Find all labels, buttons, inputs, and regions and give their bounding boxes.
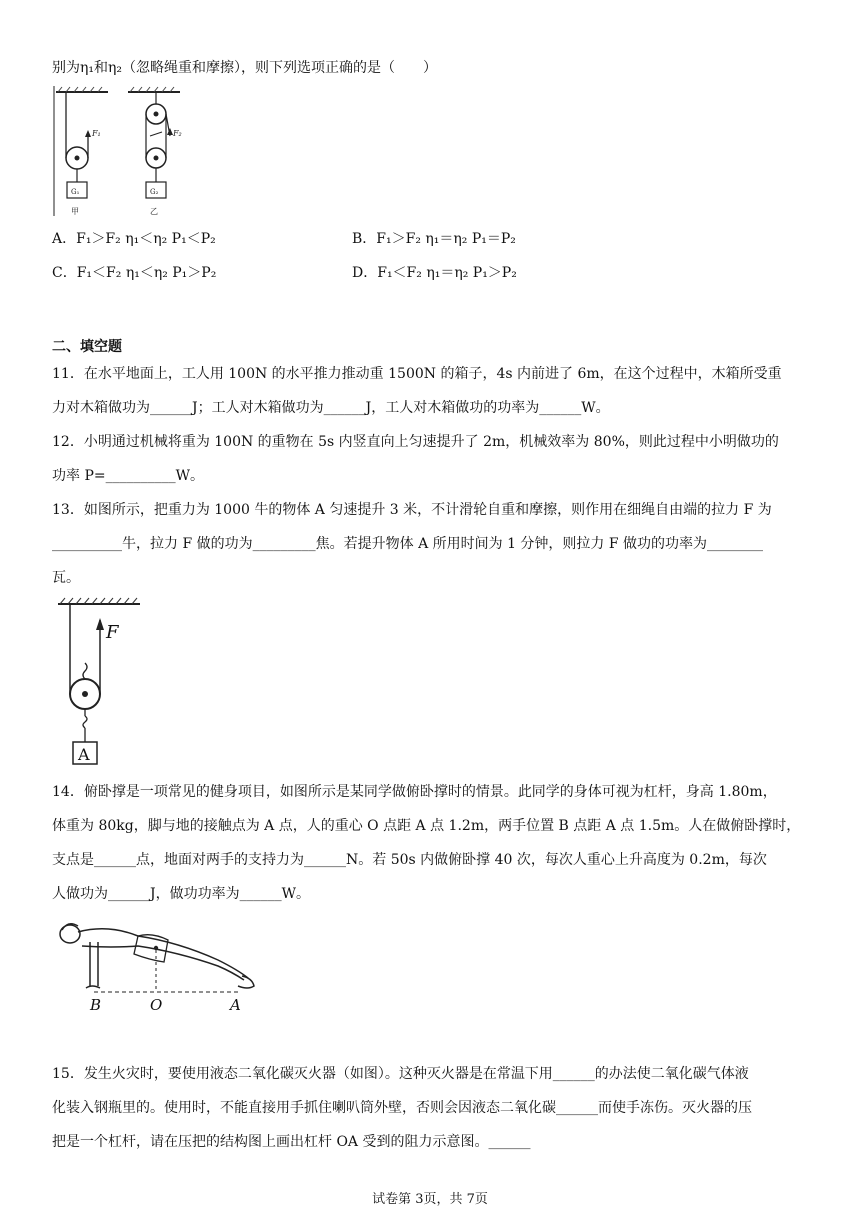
label-f2: F₂ [173,129,182,138]
label-yi: 乙 [150,207,158,216]
option-d[interactable]: D．F₁＜F₂ η₁＝η₂ P₁＞P₂ [352,265,517,281]
label-a: A [230,996,241,1014]
label-jia: 甲 [71,207,79,216]
label-b: B [90,996,102,1014]
q11-line1: 11．在水平地面上，工人用 100N 的水平推力推动重 1500N 的箱子，4s 内前进了 6m，在这个过程中，木箱所受重 [52,366,782,382]
page-footer: 试卷第 3页，共 7页 [372,1192,488,1207]
q13-line2: __________牛，拉力 F 做的功为_________焦。若提升物体 A 所用时间为 1 分钟，则拉力 F 做功的功率为________ [52,536,764,552]
label-g2: G₂ [150,188,159,196]
q15-line3: 把是一个杠杆，请在压把的结构图上画出杠杆 OA 受到的阻力示意图。______ [52,1134,531,1150]
q12-line1: 12．小明通过机械将重为 100N 的重物在 5s 内竖直向上匀速提升了 2m，机械效率为 80%，则此过程中小明做功的 [52,434,779,450]
pushup-figure [52,914,262,1014]
q15-line1: 15．发生火灾时，要使用液态二氧化碳灭火器（如图）。这种灭火器是在常温下用______的办法使二氧化碳气体液 [52,1066,749,1082]
q15-line2: 化装入钢瓶里的。使用时，不能直接用手抓住喇叭筒外壁，否则会因液态二氧化碳______而使手冻伤。灭火器的压 [52,1100,752,1116]
option-c[interactable]: C．F₁＜F₂ η₁＜η₂ P₁＞P₂ [52,265,217,281]
q11-line2: 力对木箱做功为______J；工人对木箱做功为______J，工人对木箱做功的功率为______W。 [52,400,610,416]
block-label-a: A [78,745,90,764]
force-label-f: F [106,622,119,643]
q14-line3: 支点是______点，地面对两手的支持力为______N。若 50s 内做俯卧撑 40 次，每次人重心上升高度为 0.2m，每次 [52,852,767,868]
option-b[interactable]: B．F₁＞F₂ η₁＝η₂ P₁＝P₂ [352,231,516,247]
label-f1: F₁ [92,129,101,138]
q13-line3: 瓦。 [52,570,80,586]
q12-line2: 功率 P=__________W。 [52,468,204,484]
q14-line4: 人做功为______J，做功功率为______W。 [52,886,311,902]
pulley-diagram-jia-yi [52,86,202,220]
option-a[interactable]: A．F₁＞F₂ η₁＜η₂ P₁＜P₂ [52,231,216,247]
question-intro-line: 别为η₁和η₂（忽略绳重和摩擦），则下列选项正确的是（ ） [52,60,437,76]
q14-line1: 14．俯卧撑是一项常见的健身项目，如图所示是某同学做俯卧撑时的情景。此同学的身体可视为杠杆，身高 1.80m， [52,784,777,800]
section-title: 二、填空题 [52,339,122,355]
label-g1: G₁ [71,188,80,196]
label-o: O [150,996,163,1014]
movable-pulley-figure [56,596,146,768]
q13-line1: 13．如图所示，把重力为 1000 牛的物体 A 匀速提升 3 米，不计滑轮自重和摩擦，则作用在细绳自由端的拉力 F 为 [52,502,772,518]
q14-line2: 体重为 80kg，脚与地的接触点为 A 点，人的重心 O 点距 A 点 1.2m，两手位置 B 点距 A 点 1.5m。人在做俯卧撑时， [52,818,801,834]
